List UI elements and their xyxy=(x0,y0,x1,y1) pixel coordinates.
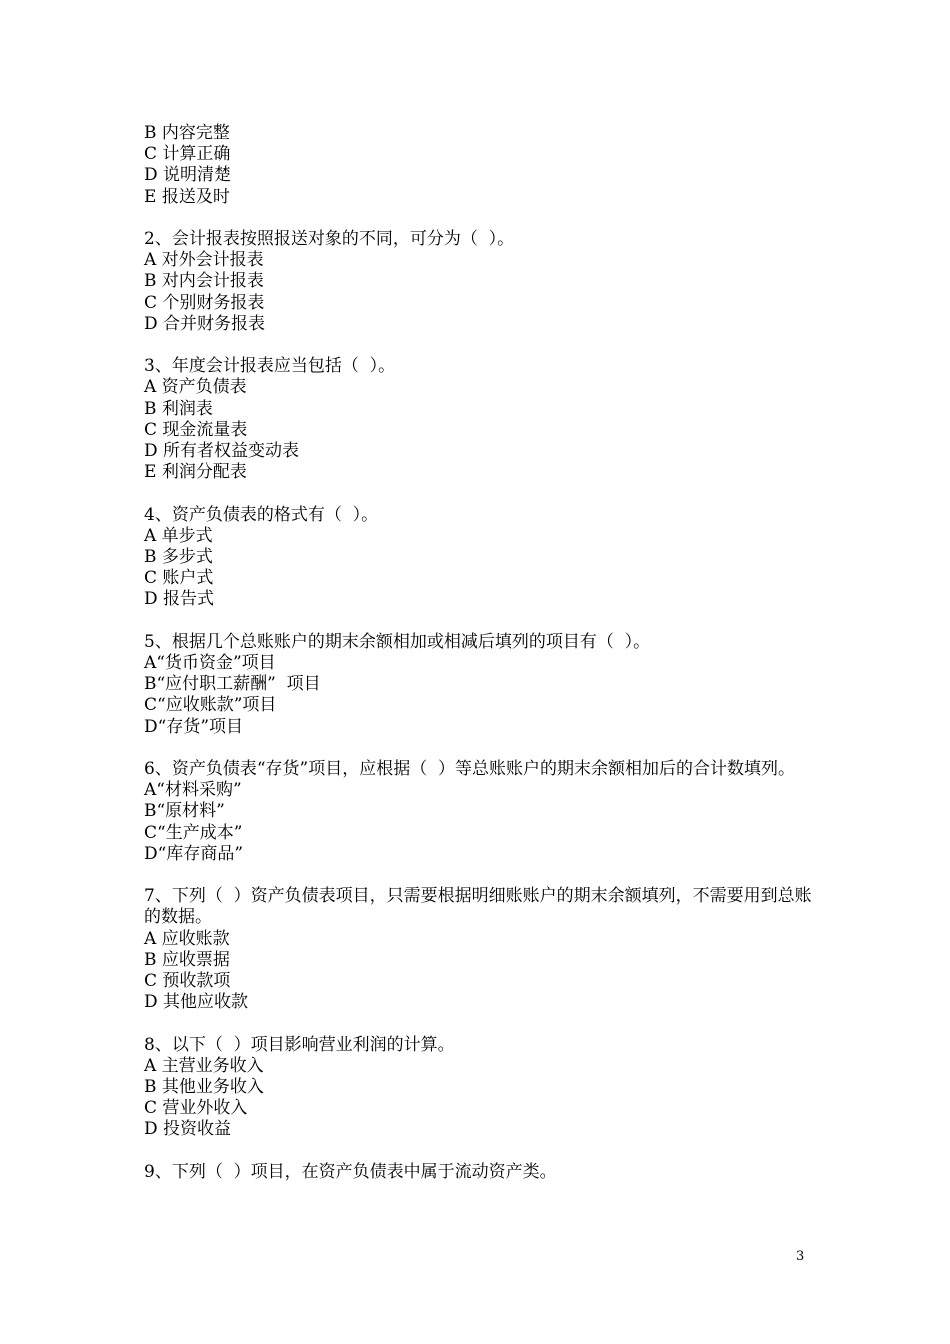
option-b: B 应收票据 xyxy=(144,949,230,970)
option-c: C 账户式 xyxy=(144,568,214,589)
question-text: 9、下列（ ）项目，在资产负债表中属于流动资产类。 xyxy=(144,1161,557,1182)
option-c: C 个别财务报表 xyxy=(144,292,265,313)
question-block-1-continued xyxy=(144,123,812,208)
option-a: A“材料采购” xyxy=(144,780,242,801)
option-a: A 单步式 xyxy=(144,525,213,546)
option-a: A“货币资金”项目 xyxy=(144,653,276,674)
question-text: 2、会计报表按照报送对象的不同，可分为（ ）。 xyxy=(144,229,515,249)
option-a: A 资产负债表 xyxy=(144,377,247,398)
option-a: A 主营业务收入 xyxy=(144,1055,264,1076)
option-d: D 说明清楚 xyxy=(144,165,232,186)
question-block-6 xyxy=(144,759,812,865)
option-c: C 营业外收入 xyxy=(144,1098,248,1119)
option-d: D 其他应收款 xyxy=(144,992,249,1013)
question-text: 7、下列（ ）资产负债表项目，只需要根据明细账账户的期末余额填列，不需要用到总账的数据。 xyxy=(144,886,812,928)
question-text: 5、根据几个总账账户的期末余额相加或相减后填列的项目有（ ）。 xyxy=(144,631,651,652)
option-b: B“应付职工薪酬” 项目 xyxy=(144,674,321,695)
question-text: 4、资产负债表的格式有（ ）。 xyxy=(144,504,379,525)
option-c: C 计算正确 xyxy=(144,144,231,165)
option-d: D 报告式 xyxy=(144,589,215,610)
question-block-7 xyxy=(144,886,812,1013)
page-number: 3 xyxy=(796,1249,805,1264)
option-a: A 应收账款 xyxy=(144,928,230,949)
option-b: B 其他业务收入 xyxy=(144,1077,264,1098)
question-text: 3、年度会计报表应当包括（ ）。 xyxy=(144,356,396,377)
option-b: B“原材料” xyxy=(144,801,225,822)
option-c: C 现金流量表 xyxy=(144,419,248,440)
question-block-8 xyxy=(144,1035,812,1141)
question-text: 6、资产负债表“存货”项目，应根据（ ）等总账账户的期末余额相加后的合计数填列。 xyxy=(144,759,796,780)
question-block-2 xyxy=(144,229,812,335)
option-e: E 利润分配表 xyxy=(144,462,247,483)
option-b: B 对内会计报表 xyxy=(144,271,264,292)
option-d: D 合并财务报表 xyxy=(144,313,266,334)
option-c: C 预收款项 xyxy=(144,971,231,992)
option-c: C“生产成本” xyxy=(144,822,243,843)
option-d: D“存货”项目 xyxy=(144,716,244,737)
question-block-9 xyxy=(144,1162,812,1183)
option-d: D 投资收益 xyxy=(144,1119,232,1140)
question-list xyxy=(144,123,812,1204)
option-b: B 内容完整 xyxy=(144,123,230,143)
option-d: D 所有者权益变动表 xyxy=(144,441,300,462)
question-text: 8、以下（ ）项目影响营业利润的计算。 xyxy=(144,1034,455,1055)
option-d: D“库存商品” xyxy=(144,843,244,864)
question-block-3 xyxy=(144,356,812,483)
question-block-4 xyxy=(144,505,812,611)
question-block-5 xyxy=(144,632,812,738)
option-b: B 利润表 xyxy=(144,398,213,419)
option-e: E 报送及时 xyxy=(144,186,230,207)
option-c: C“应收账款”项目 xyxy=(144,695,277,716)
option-a: A 对外会计报表 xyxy=(144,250,264,271)
option-b: B 多步式 xyxy=(144,547,213,568)
